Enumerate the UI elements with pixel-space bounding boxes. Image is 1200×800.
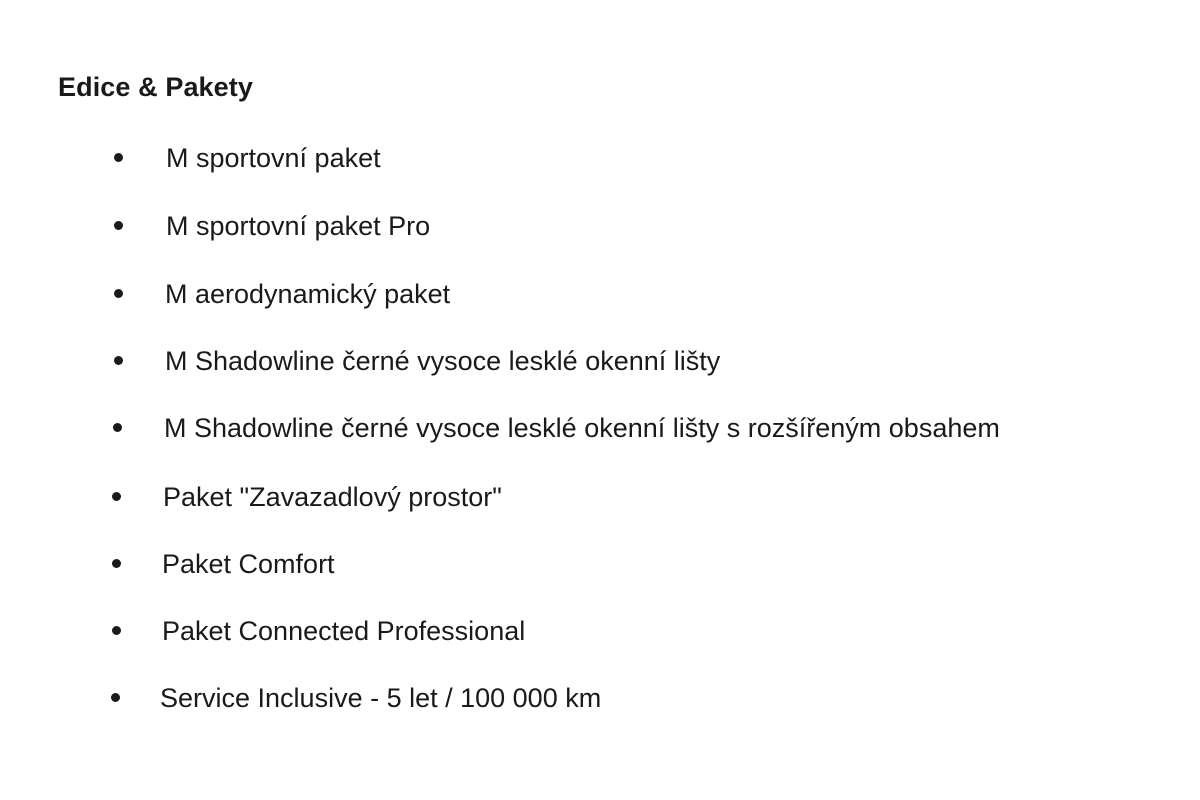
list-item-text: Paket "Zavazadlový prostor" [163, 482, 502, 512]
section-heading: Edice & Pakety [58, 72, 254, 102]
list-item-text: M aerodynamický paket [165, 279, 451, 309]
bullet-icon [114, 289, 123, 298]
bullet-icon [113, 423, 122, 432]
list-item-text: Service Inclusive - 5 let / 100 000 km [160, 683, 602, 713]
list-item-text: M sportovní paket Pro [166, 211, 431, 241]
bullet-icon [114, 221, 123, 230]
list-item-text: Paket Comfort [162, 549, 335, 579]
bullet-icon [112, 492, 121, 501]
bullet-icon [111, 693, 120, 702]
list-item-text: M Shadowline černé vysoce lesklé okenní lišty [165, 346, 721, 376]
list-item-text: M sportovní paket [166, 143, 381, 173]
list-item-text: M Shadowline černé vysoce lesklé okenní lišty s rozšířeným obsahem [164, 413, 1000, 443]
bullet-icon [112, 626, 121, 635]
list-item-text: Paket Connected Professional [162, 616, 526, 646]
bullet-icon [112, 559, 121, 568]
bullet-icon [114, 356, 123, 365]
bullet-icon [114, 153, 123, 162]
